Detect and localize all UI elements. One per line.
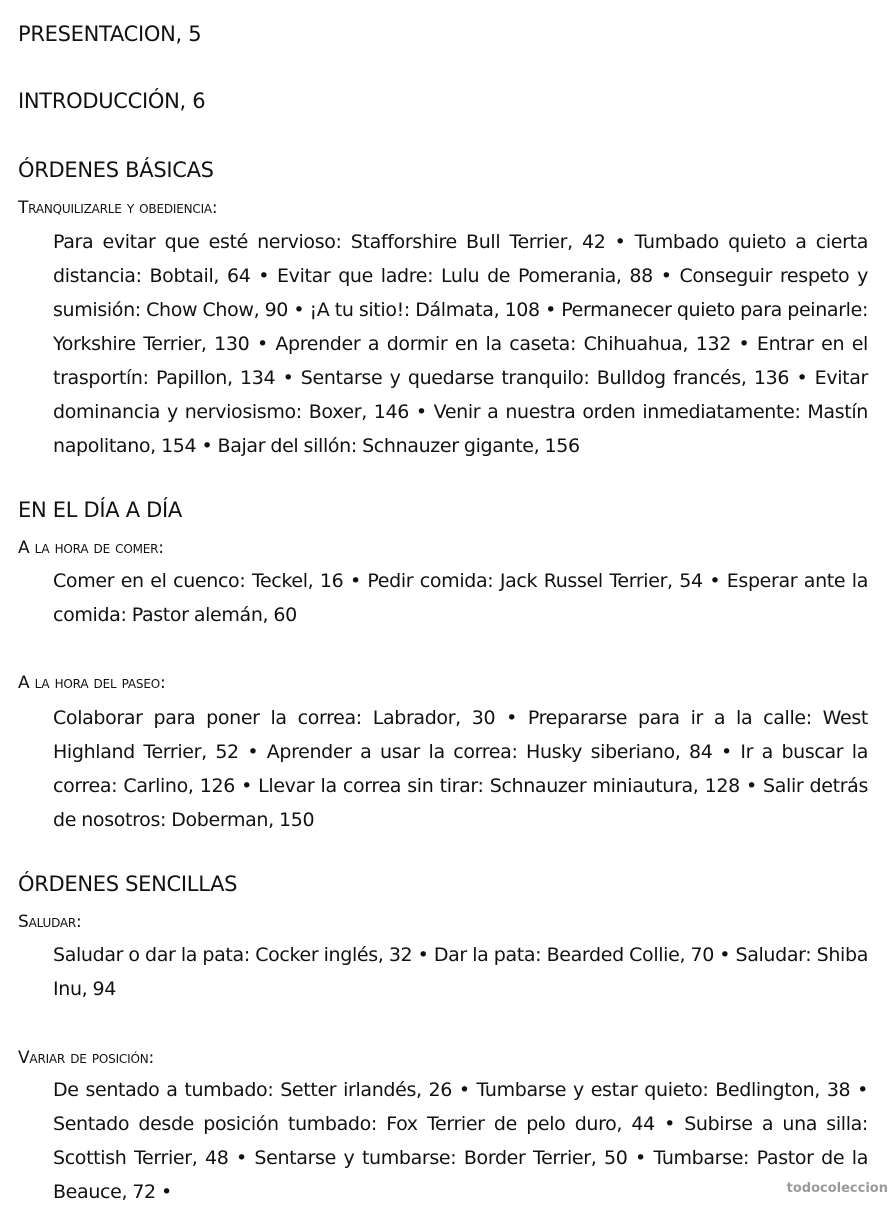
entry-list-tranquilizarle: Para evitar que esté nervioso: Stafforshire Bull Terrier, 42 • Tumbado quieto a cierta distancia: Bobtail, 64 • Evitar que ladre: Lulu de Pomerania, 88 • Conseguir respeto y sumisión: Chow Chow, 90 • ¡A tu sitio!: Dálmata, 108 • Permanecer quieto para peinarle: Yorkshire Terrier, 130 • Aprender a dormir en la caseta: Chihuahua, 132 • Entrar en el trasportín: Papillon, 134 • Sentarse y quedarse tranquilo: Bulldog francés, 136 • Evitar dominancia y nerviosismo: Boxer, 146 • Venir a nuestra orden inmediatamente: Mastín napolitano, 154 • Bajar del sillón: Schnauzer gigante, 156 bbox=[53, 231, 868, 457]
entry-list-hora-comer: Comer en el cuenco: Teckel, 16 • Pedir comida: Jack Russel Terrier, 54 • Esperar ante la comida: Pastor alemán, 60 bbox=[53, 570, 868, 626]
section-heading-dia-a-dia: EN EL DÍA A DÍA bbox=[18, 498, 182, 522]
subsection-label-saludar: Saludar: bbox=[18, 912, 82, 932]
entry-list-hora-paseo: Colaborar para poner la correa: Labrador, 30 • Prepararse para ir a la calle: West Highland Terrier, 52 • Aprender a usar la correa: Husky siberiano, 84 • Ir a buscar la correa: Carlino, 126 • Llevar la correa sin tirar: Schnauzer miniautura, 128 • Salir detrás de nosotros: Doberman, 150 bbox=[53, 707, 868, 831]
entry-list-variar-posicion: De sentado a tumbado: Setter irlandés, 26 • Tumbarse y estar quieto: Bedlington, 38 • Sentado desde posición tumbado: Fox Terrier de pelo duro, 44 • Subirse a una silla: Scottish Terrier, 48 • Sentarse y tumbarse: Border Terrier, 50 • Tumbarse: Pastor de la Beauce, 72 • bbox=[53, 1079, 868, 1203]
subsection-label-variar-posicion: Variar de posición: bbox=[18, 1048, 154, 1068]
section-heading-ordenes-sencillas: ÓRDENES SENCILLAS bbox=[18, 872, 238, 896]
watermark: todocoleccion bbox=[786, 1181, 888, 1196]
subsection-label-tranquilizarle: Tranquilizarle y obediencia: bbox=[18, 198, 218, 218]
section-heading-presentacion: PRESENTACION, 5 bbox=[18, 22, 202, 46]
subsection-label-hora-paseo: A la hora del paseo: bbox=[18, 673, 166, 693]
section-heading-introduccion: INTRODUCCIÓN, 6 bbox=[18, 89, 206, 113]
section-heading-ordenes-basicas: ÓRDENES BÁSICAS bbox=[18, 158, 214, 182]
entry-list-saludar: Saludar o dar la pata: Cocker inglés, 32 • Dar la pata: Bearded Collie, 70 • Saludar: Shiba Inu, 94 bbox=[53, 944, 868, 1000]
subsection-label-hora-comer: A la hora de comer: bbox=[18, 538, 164, 558]
